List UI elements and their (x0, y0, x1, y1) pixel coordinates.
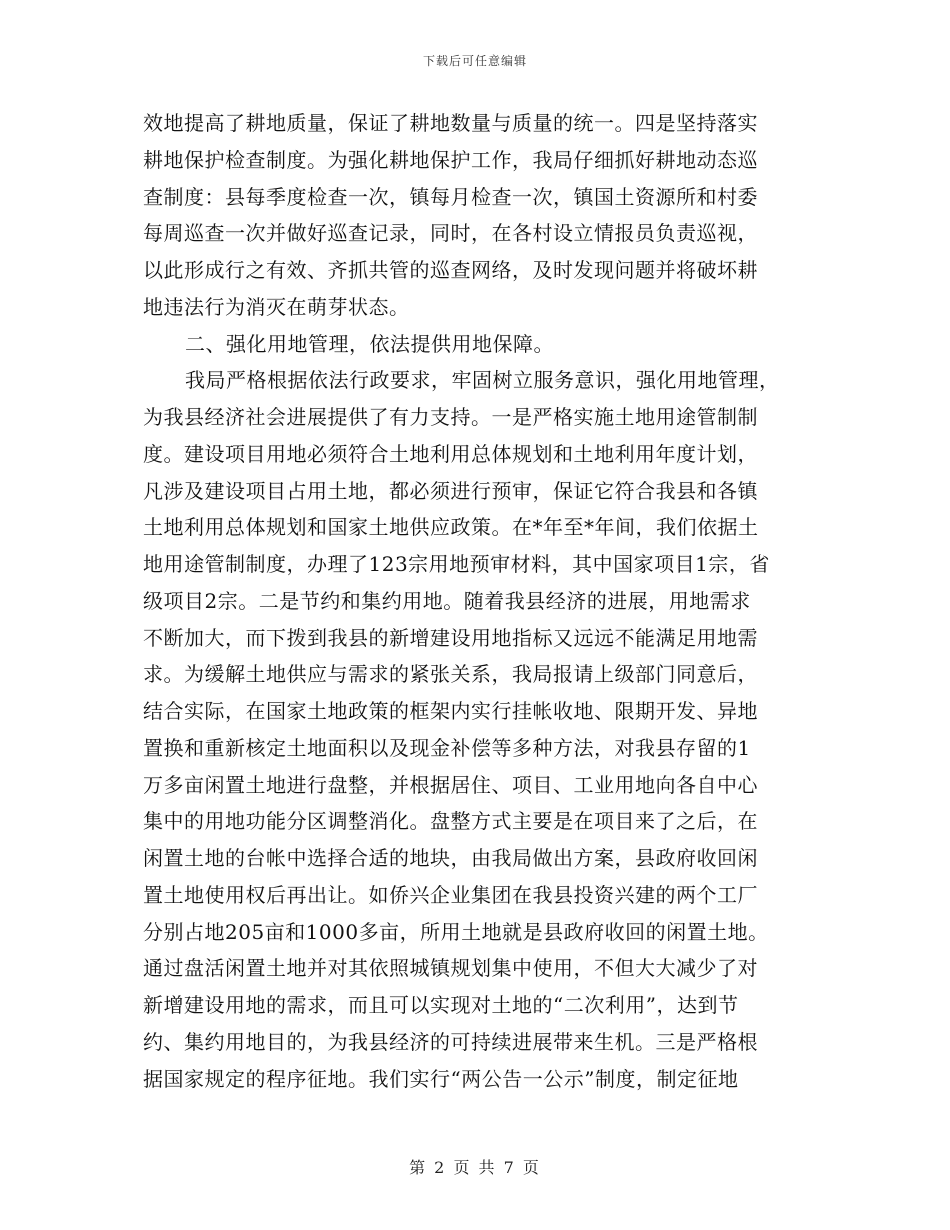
text-line: 土地利用总体规划和国家土地供应政策。在*年至*年间，我们依据土 (143, 515, 759, 540)
text-line: 地违法行为消灭在萌芽状态。 (143, 294, 410, 319)
text-line: 度。建设项目用地必须符合土地利用总体规划和土地利用年度计划， (143, 441, 758, 466)
text-line: 二、强化用地管理，依法提供用地保障。 (185, 331, 554, 356)
text-line: 闲置土地的台帐中选择合适的地块，由我局做出方案，县政府收回闲 (143, 846, 758, 870)
text-line: 查制度：县每季度检查一次，镇每月检查一次，镇国土资源所和村委 (143, 184, 758, 209)
text-line: 万多亩闲置土地进行盘整，并根据居住、项目、工业用地向各自中心 (143, 772, 758, 797)
text-line: 为我县经济社会进展提供了有力支持。一是严格实施土地用途管制制 (143, 405, 758, 429)
text-line: 不断加大，而下拨到我县的新增建设用地指标又远远不能满足用地需 (143, 625, 758, 650)
text-line: 据国家规定的程序征地。我们实行“两公告一公示”制度，制定征地 (143, 1066, 739, 1091)
text-line: 每周巡查一次并做好巡查记录，同时，在各村设立情报员负责巡视， (143, 221, 758, 246)
page-footer: 第 2 页 共 7 页 (409, 1158, 541, 1177)
text-line: 凡涉及建设项目占用土地，都必须进行预审，保证它符合我县和各镇 (143, 478, 758, 503)
document-body (143, 105, 808, 1097)
text-line: 以此形成行之有效、齐抓共管的巡查网络，及时发现问题并将破坏耕 (143, 258, 758, 282)
text-line: 效地提高了耕地质量，保证了耕地数量与质量的统一。四是坚持落实 (143, 111, 758, 135)
text-line: 新增建设用地的需求，而且可以实现对土地的“二次利用”，达到节 (143, 993, 739, 1017)
text-line: 集中的用地功能分区调整消化。盘整方式主要是在项目来了之后，在 (143, 809, 758, 834)
text-line: 置换和重新核定土地面积以及现金补偿等多种方法，对我县存留的1 (143, 735, 751, 760)
text-line: 结合实际，在国家土地政策的框架内实行挂帐收地、限期开发、异地 (143, 699, 758, 723)
text-line: 求。为缓解土地供应与需求的紧张关系，我局报请上级部门同意后， (143, 662, 758, 687)
text-line: 置土地使用权后再出让。如侨兴企业集团在我县投资兴建的两个工厂 (143, 882, 758, 907)
text-line: 通过盘活闲置土地并对其依照城镇规划集中使用，不但大大减少了对 (143, 956, 758, 981)
page-header: 下载后可任意编辑 (422, 54, 527, 68)
text-line: 约、集约用地目的，为我县经济的可持续进展带来生机。三是严格根 (143, 1029, 758, 1054)
text-line: 级项目2宗。二是节约和集约用地。随着我县经济的进展，用地需求 (143, 588, 751, 613)
text-line: 地用途管制制度，办理了123宗用地预审材料，其中国家项目1宗，省 (143, 552, 770, 576)
text-line: 耕地保护检查制度。为强化耕地保护工作，我局仔细抓好耕地动态巡 (143, 147, 758, 172)
text-line: 分别占地205亩和1000多亩，所用土地就是县政府收回的闲置土地。 (143, 919, 769, 944)
text-line: 我局严格根据依法行政要求，牢固树立服务意识，强化用地管理， (185, 368, 780, 393)
